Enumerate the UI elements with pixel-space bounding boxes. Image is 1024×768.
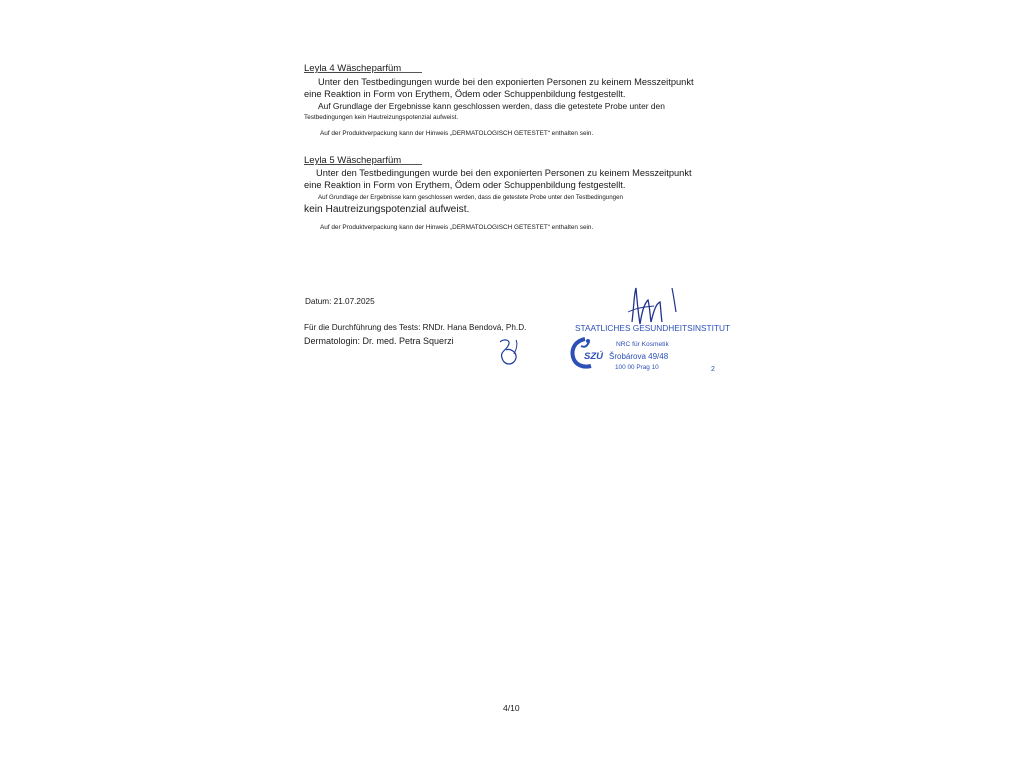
section-1-text-line3: Auf Grundlage der Ergebnisse kann geschlossen werden, dass die getestete Probe unter den — [318, 101, 665, 111]
szu-logo-text: SZÚ — [584, 351, 603, 362]
heading-underline — [398, 164, 422, 165]
dermatologist: Dermatologin: Dr. med. Petra Squerzi — [304, 336, 454, 346]
date: Datum: 21.07.2025 — [305, 297, 375, 306]
stamp-line3: 100 00 Prag 10 — [615, 364, 659, 371]
section-2-text-line4: kein Hautreizungspotenzial aufweist. — [304, 204, 470, 215]
page-number: 4/10 — [503, 703, 520, 713]
stamp-institute-name: STAATLICHES GESUNDHEITSINSTITUT — [575, 323, 731, 333]
section-2-text-line3: Auf Grundlage der Ergebnisse kann geschlossen werden, dass die getestete Probe unter den Testbedingungen — [318, 194, 623, 201]
szu-logo — [569, 336, 609, 370]
signature-dermatologist — [494, 334, 528, 370]
section-2-text-line1: Unter den Testbedingungen wurde bei den exponierten Personen zu keinem Messzeitpunkt — [316, 168, 692, 178]
section-1-text-line1: Unter den Testbedingungen wurde bei den exponierten Personen zu keinem Messzeitpunkt — [318, 77, 694, 87]
section-1-note: Auf der Produktverpackung kann der Hinweis „DERMATOLOGISCH GETESTET“ enthalten sein. — [320, 130, 594, 137]
section-2-heading: Leyla 5 Wäscheparfüm — [304, 155, 402, 166]
heading-underline — [394, 72, 422, 73]
section-2-note: Auf der Produktverpackung kann der Hinweis „DERMATOLOGISCH GETESTET“ enthalten sein. — [320, 224, 594, 231]
stamp-line1: NRC für Kosmetik — [616, 341, 669, 348]
section-2-text-line2: eine Reaktion in Form von Erythem, Ödem oder Schuppenbildung festgestellt. — [304, 180, 626, 190]
section-1-text-line2: eine Reaktion in Form von Erythem, Ödem oder Schuppenbildung festgestellt. — [304, 89, 626, 99]
section-1-text-line4: Testbedingungen kein Hautreizungspotenzial aufweist. — [304, 114, 459, 121]
stamp-number: 2 — [711, 366, 715, 373]
test-performer: Für die Durchführung des Tests: RNDr. Hana Bendová, Ph.D. — [304, 323, 527, 332]
stamp-line2: Šrobárova 49/48 — [609, 352, 669, 361]
section-1-heading: Leyla 4 Wäscheparfüm — [304, 63, 402, 74]
